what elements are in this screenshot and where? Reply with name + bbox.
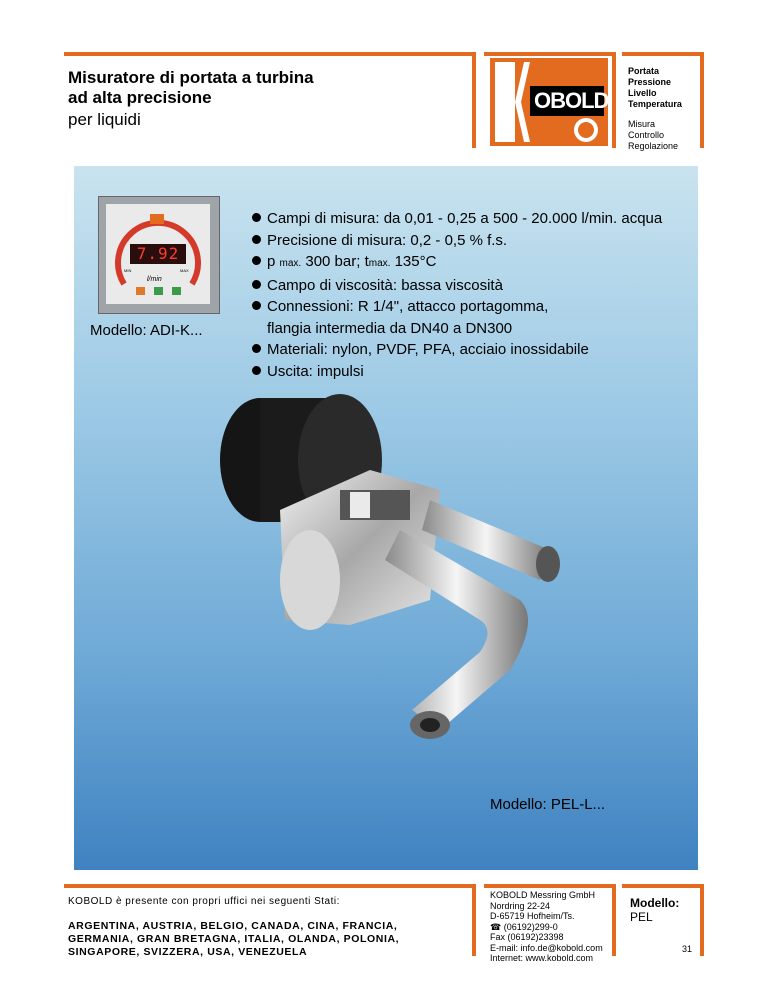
display-button-2[interactable]	[154, 287, 163, 295]
page-number: 31	[681, 944, 692, 954]
bullet-icon	[252, 301, 261, 310]
category-block	[622, 52, 704, 151]
model-block	[622, 884, 704, 956]
display-instrument	[98, 196, 220, 314]
display-face	[106, 204, 210, 304]
website-line: Internet: www.kobold.com	[490, 953, 594, 963]
turbine-flowmeter-image	[190, 380, 610, 780]
address-lines: KOBOLD Messring GmbH Nordring 22-24 D-65719 Hofheim/Ts. ☎ (06192)299-0 Fax (06192)23398 E-mail: info.de@kobold.com Internet: www.kobold.com	[490, 890, 603, 963]
bullet-icon	[252, 235, 261, 244]
display-logo	[150, 214, 164, 224]
display-min-label: MIN	[124, 268, 132, 273]
title-block	[64, 52, 476, 148]
display-unit: l/min	[147, 276, 162, 283]
title-line-2: ad alta precisione	[68, 88, 212, 107]
display-reading: 7.92	[130, 244, 186, 264]
bullet-icon	[252, 344, 261, 353]
display-button-1[interactable]	[136, 287, 145, 295]
subtitle: per liquidi	[68, 110, 141, 129]
product-caption: Modello: PEL-L...	[490, 796, 606, 813]
display-button-3[interactable]	[172, 287, 181, 295]
feature-item: Campi di misura: da 0,01 - 0,25 a 500 - 20.000 l/min. acqua	[252, 208, 662, 230]
bullet-icon	[252, 366, 261, 375]
model-label: Modello:	[630, 896, 680, 910]
bullet-icon	[252, 280, 261, 289]
title-line-1: Misuratore di portata a turbina	[68, 68, 314, 87]
category-misura: Misura	[628, 119, 656, 129]
feature-item: p max. 300 bar; t max. 135°C	[252, 251, 662, 275]
address-block	[484, 884, 616, 963]
bullet-icon	[252, 213, 261, 222]
feature-item: Precisione di misura: 0,2 - 0,5 % f.s.	[252, 230, 662, 252]
fax-line: Fax (06192)23398	[490, 932, 564, 942]
email-line: E-mail: info.de@kobold.com	[490, 942, 603, 953]
category-portata: Portata	[628, 66, 660, 76]
kobold-logo	[484, 52, 616, 148]
category-livello: Livello	[628, 88, 657, 98]
category-temperatura: Temperatura	[628, 99, 682, 109]
feature-item: Uscita: impulsi	[252, 361, 662, 383]
category-pressione: Pressione	[628, 77, 672, 87]
logo-background	[490, 58, 608, 146]
presence-block	[64, 884, 476, 956]
phone-line: ☎ (06192)299-0	[490, 921, 558, 932]
feature-item: Materiali: nylon, PVDF, PFA, acciaio inossidabile	[252, 339, 662, 361]
feature-list	[252, 208, 662, 382]
presence-text: KOBOLD è presente con propri uffici nei seguenti Stati:	[68, 896, 340, 907]
category-regolazione: Regolazione	[628, 141, 679, 151]
model-value: PEL	[630, 910, 653, 924]
feature-item: Connessioni: R 1/4", attacco portagomma,	[252, 296, 662, 318]
display-caption: Modello: ADI-K...	[90, 322, 203, 339]
category-controllo: Controllo	[628, 130, 665, 140]
country-list: ARGENTINA, AUSTRIA, BELGIO, CANADA, CINA, FRANCIA, GERMANIA, GRAN BRETAGNA, ITALIA, OLANDA, POLONIA, SINGAPORE, SVIZZERA, USA, VENEZUELA	[68, 920, 400, 958]
feature-item-continuation: flangia intermedia da DN40 a DN300	[267, 319, 513, 337]
bullet-icon	[252, 256, 261, 265]
feature-item: Campo di viscosità: bassa viscosità	[252, 275, 662, 297]
display-max-label: MAX	[180, 268, 189, 273]
logo-text: OBOLD	[534, 88, 609, 113]
